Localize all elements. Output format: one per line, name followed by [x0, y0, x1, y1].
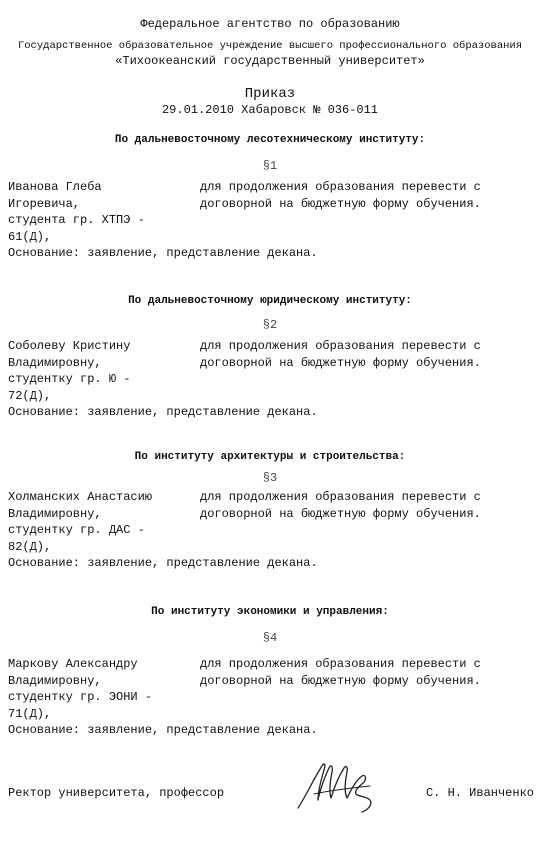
order-text: для продолжения образования перевести с договорной на бюджетную форму обучения.: [200, 490, 481, 521]
student-name: Соболеву Кристину Владимировну, студентку гр. Ю - 72(Д),: [8, 339, 131, 403]
agency-name: Федеральное агентство по образованию: [140, 17, 400, 31]
section-heading: По дальневосточному лесотехническому институту:: [114, 134, 426, 146]
order-text: для продолжения образования перевести с договорной на бюджетную форму обучения.: [200, 339, 481, 370]
order-text: для продолжения образования перевести с договорной на бюджетную форму обучения.: [200, 180, 481, 211]
order-text: для продолжения образования перевести с договорной на бюджетную форму обучения.: [200, 657, 481, 688]
signer-title: Ректор университета, профессор: [8, 786, 225, 800]
order-basis: Основание: заявление, представление декана.: [8, 556, 318, 570]
handwritten-signature: [292, 756, 392, 816]
section-paragraph-number: §3: [262, 471, 278, 485]
order-basis: Основание: заявление, представление декана.: [8, 405, 318, 419]
section-paragraph-number: §1: [262, 159, 278, 173]
section-heading: По дальневосточному юридическому институту:: [128, 295, 412, 307]
section-heading: По институту экономики и управления:: [151, 606, 389, 618]
student-name: Холманских Анастасию Владимировну, студентку гр. ДАС - 82(Д),: [8, 490, 153, 554]
university-name: «Тихоокеанский государственный университет»: [115, 54, 425, 68]
document-date-number: 29.01.2010 Хабаровск № 036-011: [161, 103, 379, 117]
institution-name: Государственное образовательное учреждение высшего профессионального образования: [17, 40, 523, 52]
student-name: Иванова Глеба Игоревича, студента гр. ХТПЭ - 61(Д),: [8, 180, 145, 244]
student-name: Маркову Александру Владимировну, студентку гр. ЭОНИ - 71(Д),: [8, 657, 153, 721]
section-heading: По институту архитектуры и строительства:: [134, 451, 406, 463]
order-basis: Основание: заявление, представление декана.: [8, 246, 318, 260]
signature-block: [0, 756, 540, 826]
document-title: Приказ: [244, 86, 296, 102]
signer-name: С. Н. Иванченко: [425, 786, 534, 800]
order-basis: Основание: заявление, представление декана.: [8, 723, 318, 737]
section-paragraph-number: §4: [262, 631, 278, 645]
section-paragraph-number: §2: [262, 318, 278, 332]
